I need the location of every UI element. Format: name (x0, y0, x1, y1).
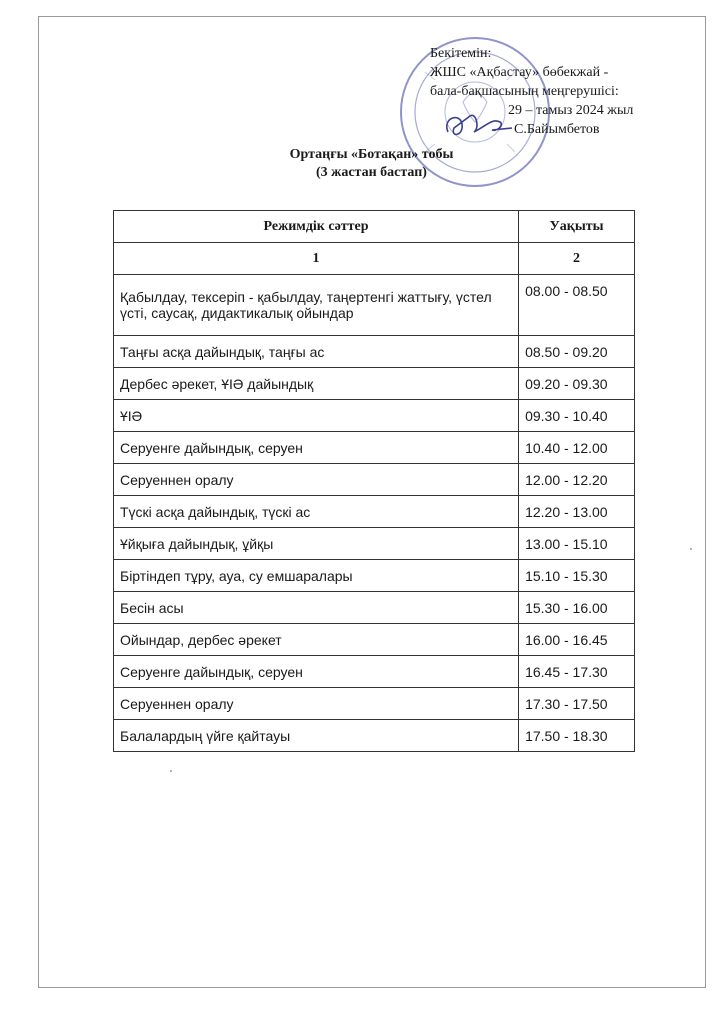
table-row (114, 656, 635, 688)
table-row (114, 464, 635, 496)
table-row (114, 336, 635, 368)
approval-date: 29 – тамыз 2024 жыл (508, 103, 634, 118)
header-time: Уақыты (519, 211, 635, 243)
time-cell: 08.00 - 08.50 (519, 275, 635, 336)
time-cell: 17.30 - 17.50 (519, 688, 635, 720)
time-cell: 17.50 - 18.30 (519, 720, 635, 752)
activity-cell: Біртіндеп тұру, ауа, су емшаралары (114, 560, 519, 592)
time-cell: 09.30 - 10.40 (519, 400, 635, 432)
schedule-table (113, 210, 635, 752)
group-name: Ортаңғы «Ботақан» тобы (289, 147, 454, 162)
activity-cell: Ойындар, дербес әрекет (114, 624, 519, 656)
table-row (114, 592, 635, 624)
time-cell: 15.30 - 16.00 (519, 592, 635, 624)
table-row (114, 368, 635, 400)
table-row (114, 400, 635, 432)
header-activities: Режимдік сәттер (114, 211, 519, 243)
activity-cell: Бесін асы (114, 592, 519, 624)
activity-cell: Қабылдау, тексеріп - қабылдау, таңертенгі жаттығу, үстел үсті, саусақ, дидактикалық ойындар (114, 275, 519, 336)
time-cell: 09.20 - 09.30 (519, 368, 635, 400)
group-title (0, 146, 725, 182)
table-row (114, 496, 635, 528)
approval-signatory: С.Байымбетов (514, 122, 600, 137)
table-row (114, 560, 635, 592)
time-cell: 16.00 - 16.45 (519, 624, 635, 656)
activity-cell: Серуеннен оралу (114, 688, 519, 720)
activity-cell: Дербес әрекет, ҰІӘ дайындық (114, 368, 519, 400)
table-row (114, 528, 635, 560)
activity-cell: Ұйқыға дайындық, ұйқы (114, 528, 519, 560)
activity-cell: Балалардың үйге қайтауы (114, 720, 519, 752)
table-row (114, 275, 635, 336)
time-cell: 13.00 - 15.10 (519, 528, 635, 560)
activity-cell: Серуенге дайындық, серуен (114, 656, 519, 688)
time-cell: 10.40 - 12.00 (519, 432, 635, 464)
table-header-row (114, 211, 635, 243)
approval-org: ЖШС «Ақбастау» бөбекжай - (430, 65, 609, 80)
time-cell: 16.45 - 17.30 (519, 656, 635, 688)
column-number-row (114, 243, 635, 275)
table-row (114, 688, 635, 720)
approval-position: бала-бақшасының меңгерушісі: (430, 84, 619, 99)
activity-cell: ҰІӘ (114, 400, 519, 432)
table-row (114, 720, 635, 752)
time-cell: 12.00 - 12.20 (519, 464, 635, 496)
time-cell: 08.50 - 09.20 (519, 336, 635, 368)
approval-block (430, 44, 690, 139)
group-age: (3 жастан бастап) (316, 165, 427, 180)
table-row (114, 432, 635, 464)
approval-heading: Бекітемін: (430, 46, 492, 61)
column-number: 2 (519, 243, 635, 275)
time-cell: 12.20 - 13.00 (519, 496, 635, 528)
activity-cell: Түскі асқа дайындық, түскі ас (114, 496, 519, 528)
scan-speck (690, 548, 692, 550)
activity-cell: Серуенге дайындық, серуен (114, 432, 519, 464)
activity-cell: Серуеннен оралу (114, 464, 519, 496)
column-number: 1 (114, 243, 519, 275)
time-cell: 15.10 - 15.30 (519, 560, 635, 592)
table-row (114, 624, 635, 656)
activity-cell: Таңғы асқа дайындық, таңғы ас (114, 336, 519, 368)
scan-speck (170, 770, 172, 772)
